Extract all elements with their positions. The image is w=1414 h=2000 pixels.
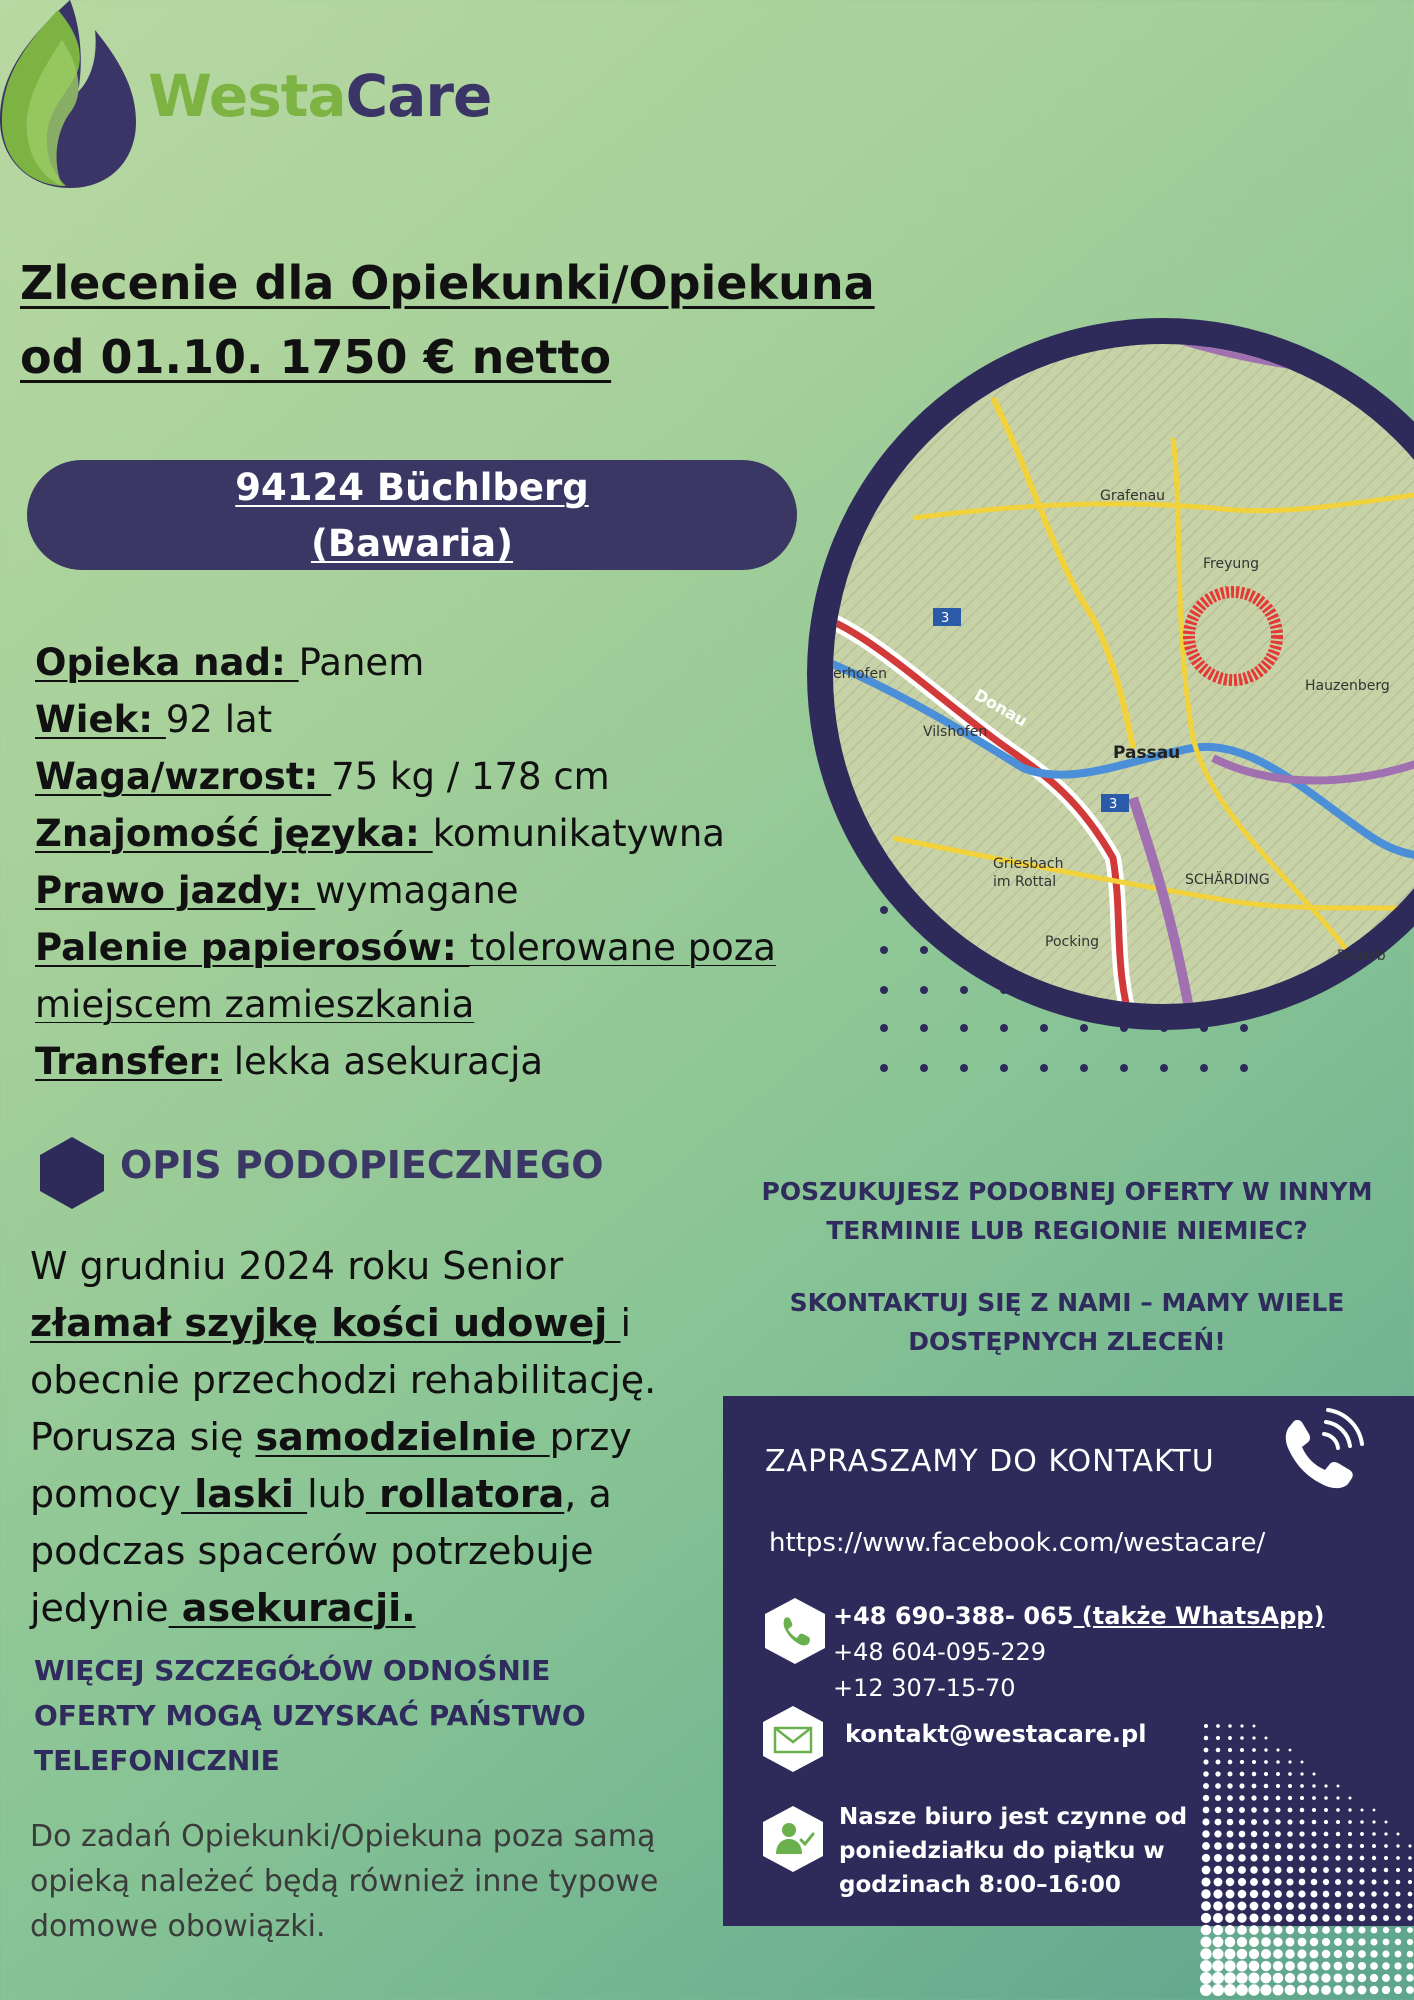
detail-value: lekka asekuracja [222,1040,544,1083]
desc-text: lub [307,1472,366,1516]
route-number: 3 [941,611,950,626]
detail-key: Palenie papierosów: [35,926,470,969]
promo-cta: SKONTAKTUJ SIĘ Z NAMI – MAMY WIELE DOSTĘPNYCH ZLECEŃ! [789,1288,1345,1356]
title-line2: od 01.10. 1750 € netto [20,330,612,384]
phone-primary [833,1598,1324,1634]
location-line2: (Bawaria) [310,522,514,565]
map-label-grafenau: Grafenau [1100,488,1166,504]
promo-question: POSZUKUJESZ PODOBNEJ OFERTY W INNYM TERMINIE LUB REGIONIE NIEMIEC? [761,1177,1373,1245]
desc-highlight: samodzielnie [255,1415,550,1459]
detail-key: Waga/wzrost: [35,755,332,798]
detail-age [35,691,835,748]
brand-name [148,62,491,130]
detail-key: Znajomość języka: [35,812,433,855]
map-label-passau: Passau [1113,743,1181,763]
detail-smoking [35,919,835,1033]
detail-key: Transfer: [35,1040,222,1083]
map-label-rottal: im Rottal [993,874,1057,890]
desc-text: i obecnie przechodzi rehabilitację. Porusza się [30,1301,657,1459]
detail-driving-license [35,862,835,919]
detail-value: 92 lat [165,698,273,741]
brand-logo [0,0,520,190]
detail-value: tolerowane poza miejscem zamieszkania [35,926,776,1026]
phone-ringing-icon [1268,1404,1368,1504]
brand-name-part1: Westa [148,62,346,130]
map-label-peuerbach: Peuerb [1337,948,1386,964]
route-number: 3 [1109,797,1118,812]
hexagon-icon [40,1137,104,1209]
phone-icon [765,1598,825,1664]
section-header-opis [40,1133,680,1213]
detail-value: komunikatywna [432,812,725,855]
desc-text: przy pomocy [30,1415,632,1516]
phone-whatsapp-note: (także WhatsApp) [1073,1602,1325,1630]
map-label-donau: Donau [971,685,1031,731]
detail-language [35,805,835,862]
title-line1: Zlecenie dla Opiekunki/Opiekuna [20,256,875,310]
map-label-pocking: Pocking [1045,934,1099,950]
more-info-note: WIĘCEJ SZCZEGÓŁÓW ODNOŚNIE OFERTY MOGĄ UZYSKAĆ PAŃSTWO TELEFONICZNIE [34,1654,586,1777]
flame-logo-icon [0,0,140,190]
phone-number-1[interactable]: +48 690-388- 065 [833,1602,1074,1630]
detail-value: 75 kg / 178 cm [331,755,610,798]
section-title: OPIS PODOPIECZNEGO [120,1143,604,1187]
envelope-icon [763,1706,823,1772]
detail-key: Opieka nad: [35,641,299,684]
map-label-vilshofen: Vilshofen [923,724,988,740]
facebook-link[interactable]: https://www.facebook.com/westacare/ [769,1528,1266,1558]
map-label-griesbach: Griesbach [993,856,1064,872]
desc-highlight: laski [181,1472,308,1516]
desc-text: , a podczas spacerów potrzebuje jedynie [30,1472,612,1630]
contact-title: ZAPRASZAMY DO KONTAKTU [765,1444,1215,1479]
decorative-dots [870,900,1270,1080]
map-label-freyung: Freyung [1203,556,1260,572]
brand-name-part2: Care [345,62,492,130]
phone-number-3[interactable]: +12 307-15-70 [833,1674,1016,1702]
detail-weight-height [35,748,835,805]
location-line1: 94124 Büchlberg [235,466,589,509]
decorative-halftone [1200,1720,1414,2000]
detail-value: wymagane [315,869,519,912]
job-details [35,634,835,1090]
detail-key: Prawo jazdy: [35,869,316,912]
user-check-icon [763,1806,823,1872]
detail-care-for [35,634,835,691]
office-hours: Nasze biuro jest czynne od poniedziałku do piątku w godzinach 8:00–16:00 [839,1804,1188,1898]
phone-numbers [833,1598,1324,1706]
map-label-hofen: erhofen [833,666,887,682]
map-label-hauzenberg: Hauzenberg [1305,678,1390,694]
email-link[interactable]: kontakt@westacare.pl [845,1720,1147,1748]
desc-text: W grudniu 2024 roku Senior [30,1244,564,1288]
location-badge [27,460,797,570]
map-label-scharding: SCHÄRDING [1185,872,1270,888]
tasks-note: Do zadań Opiekunki/Opiekuna poza samą opieką należeć będą również inne typowe domowe obowiązki. [30,1819,659,1944]
desc-highlight: złamał szyjkę kości udowej [30,1301,621,1345]
detail-transfer [35,1033,835,1090]
patient-description [30,1238,690,1637]
desc-highlight: rollatora [365,1472,565,1516]
detail-value: Panem [298,641,425,684]
phone-number-2[interactable]: +48 604-095-229 [833,1638,1047,1666]
desc-highlight: asekuracji. [168,1586,416,1630]
detail-key: Wiek: [35,698,166,741]
